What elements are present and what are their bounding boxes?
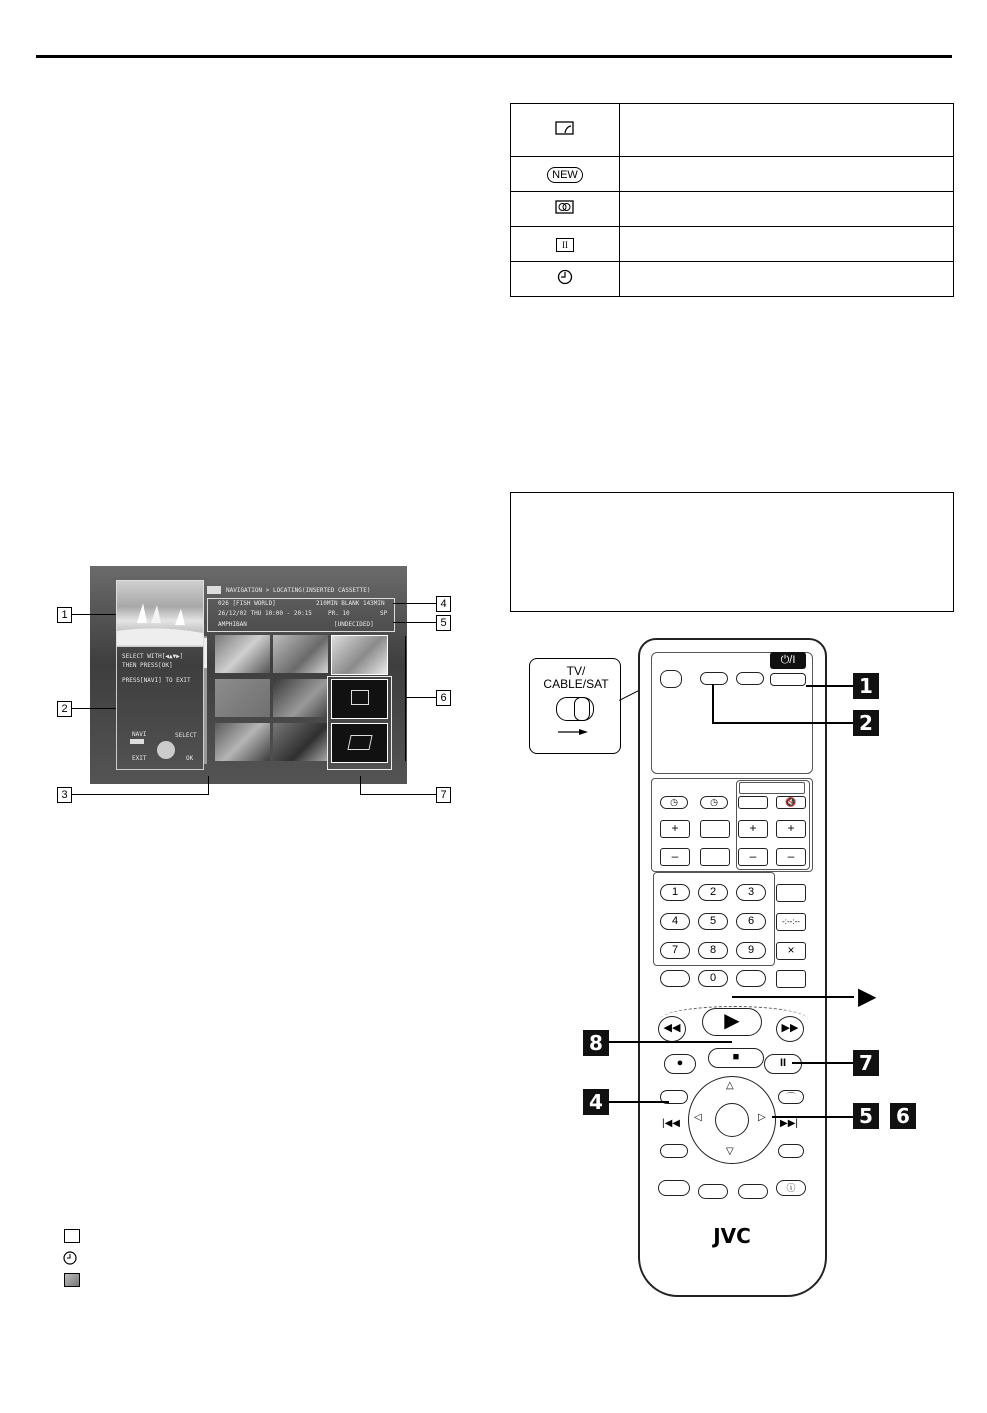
leader-line (609, 1041, 732, 1043)
thumbnail[interactable] (215, 635, 270, 673)
thumbnail[interactable] (273, 723, 328, 761)
leader-line (393, 603, 436, 604)
new-icon: NEW (547, 167, 583, 183)
power-small-button[interactable] (770, 673, 806, 686)
number-9-button[interactable]: 9 (736, 942, 766, 959)
callout-5: 5 (436, 615, 451, 631)
info-category: AMPHIBAN (218, 621, 247, 628)
leader-line (405, 636, 406, 761)
exit-label: EXIT (132, 755, 147, 762)
callout-3: 3 (57, 787, 72, 803)
button-blank[interactable] (738, 796, 768, 809)
mode-switch-inset (529, 658, 621, 754)
button-blank[interactable] (700, 820, 730, 838)
timer-button-b[interactable]: ◷ (700, 796, 728, 809)
number-5-button[interactable]: 5 (698, 913, 728, 930)
preview-image (116, 580, 204, 646)
button-blank[interactable] (660, 970, 690, 987)
right-arrow-icon[interactable]: ▷ (758, 1112, 766, 1123)
callout-6: 6 (436, 690, 451, 706)
button-blank[interactable] (776, 970, 806, 988)
dpad-icon (157, 741, 175, 759)
leader-line (806, 685, 853, 687)
number-2-button[interactable]: 2 (698, 884, 728, 901)
screen-header: NAVIGATION > LOCATING(INSERTED CASSETTE) (226, 587, 371, 594)
navi-label: NAVI (132, 731, 147, 738)
leader-line (208, 776, 209, 795)
plus-button[interactable]: + (738, 820, 768, 838)
button-blank[interactable] (776, 884, 806, 902)
scroll-thumb[interactable] (204, 638, 207, 668)
power-button[interactable]: ⏻/I (770, 652, 806, 669)
leader-line (712, 722, 853, 724)
leader-line (609, 1101, 669, 1103)
thumbnail[interactable] (273, 679, 328, 717)
arrow-right-icon (558, 729, 588, 735)
skip-forward-icon[interactable]: ▶▶| (780, 1118, 798, 1129)
number-1-button[interactable]: 1 (660, 884, 690, 901)
thumbnail[interactable] (273, 635, 328, 673)
navi-icon (207, 586, 221, 594)
skip-back-icon[interactable]: |◀◀ (662, 1118, 680, 1129)
icon-table (510, 103, 954, 297)
help-line-3: PRESS[NAVI] TO EXIT (122, 677, 191, 684)
volume-down-button[interactable]: – (776, 848, 806, 866)
mode-switch-knob[interactable] (574, 697, 590, 721)
info-box (510, 492, 954, 612)
number-7-button[interactable]: 7 (660, 942, 690, 959)
info-blank: 210MIN BLANK 143MIN (316, 600, 385, 607)
leader-line (360, 776, 361, 795)
dash-button[interactable]: -:--:-- (776, 913, 806, 931)
return-button[interactable]: ⌒ (778, 1090, 804, 1104)
leader-line (360, 794, 436, 795)
selection-group (327, 676, 392, 770)
blank-icon (64, 1273, 80, 1287)
top-rule (36, 55, 952, 58)
timer-button-a[interactable]: ◷ (660, 796, 688, 809)
menu-button[interactable] (660, 1144, 688, 1158)
step-1-marker: 1 (853, 673, 879, 699)
record-button[interactable]: ● (664, 1054, 696, 1074)
bottom-button-2[interactable] (698, 1184, 728, 1199)
play-button[interactable]: ▶ (702, 1008, 762, 1036)
ok-button[interactable] (715, 1103, 749, 1137)
volume-up-button[interactable]: + (776, 820, 806, 838)
fast-forward-button[interactable]: ▶▶ (776, 1016, 804, 1042)
info-title: 026 [FISH WORLD] (218, 600, 276, 607)
thumbnail[interactable] (215, 723, 270, 761)
info-date: 26/12/02 THU 10:00 - 20:15 (218, 610, 312, 617)
minus-button[interactable]: – (660, 848, 690, 866)
timer-icon (62, 1250, 78, 1266)
info-button[interactable]: ⓘ (776, 1180, 806, 1196)
step-4-marker: 4 (583, 1089, 609, 1115)
top-button-b[interactable] (736, 672, 764, 685)
edited-icon (554, 120, 576, 136)
step-8-marker: 8 (583, 1030, 609, 1056)
step-2-marker: 2 (853, 710, 879, 736)
info-speed: SP (380, 610, 388, 617)
number-6-button[interactable]: 6 (736, 913, 766, 930)
info-status: [UNDECIDED] (334, 621, 374, 628)
thumbnail[interactable] (215, 679, 270, 717)
remote-control (638, 638, 827, 1297)
leader-line (72, 794, 209, 795)
help-line-2: THEN PRESS[OK] (122, 662, 173, 669)
leader-line (393, 622, 436, 623)
top-button-a[interactable] (700, 672, 728, 685)
tv-cable-switch[interactable] (660, 670, 682, 688)
back-button[interactable] (778, 1144, 804, 1158)
callout-2: 2 (57, 701, 72, 717)
thumbnail[interactable] (331, 635, 388, 675)
ok-label: OK (186, 755, 194, 762)
label-plate (739, 782, 805, 794)
leader-line (792, 1062, 853, 1064)
minus-button[interactable]: – (738, 848, 768, 866)
callout-4: 4 (436, 596, 451, 612)
step-6-marker: 6 (890, 1103, 916, 1129)
brand-logo: JVC (713, 1224, 751, 1248)
navigation-screen (90, 566, 407, 784)
info-channel: PR. 10 (328, 610, 350, 617)
cancel-button[interactable]: × (776, 942, 806, 960)
down-arrow-icon[interactable]: ▽ (726, 1146, 734, 1157)
bottom-button-1[interactable] (658, 1180, 690, 1196)
stop-button[interactable]: ■ (708, 1048, 764, 1068)
button-blank[interactable] (700, 848, 730, 866)
pause-button[interactable]: II (764, 1054, 802, 1074)
callout-1: 1 (57, 607, 72, 623)
leader-line (72, 708, 116, 709)
leader-line (732, 996, 854, 998)
callout-7: 7 (436, 787, 451, 803)
protect-icon: II (556, 238, 574, 252)
up-arrow-icon[interactable]: △ (726, 1080, 734, 1091)
leader-line (712, 684, 714, 722)
button-blank[interactable] (736, 970, 766, 987)
leader-line (72, 614, 116, 615)
rewind-button[interactable]: ◀◀ (658, 1016, 686, 1042)
step-5-marker: 5 (853, 1103, 879, 1129)
plus-button[interactable]: + (660, 820, 690, 838)
number-8-button[interactable]: 8 (698, 942, 728, 959)
number-3-button[interactable]: 3 (736, 884, 766, 901)
vps-icon (554, 199, 576, 215)
timer-icon (556, 268, 574, 286)
step-7-marker: 7 (853, 1050, 879, 1076)
leader-line (772, 1116, 853, 1118)
help-line-1: SELECT WITH[◀▲▼▶] (122, 653, 184, 660)
bottom-button-3[interactable] (738, 1184, 768, 1199)
number-4-button[interactable]: 4 (660, 913, 690, 930)
tv-cable-sat-label: TV/ CABLE/SAT (543, 664, 609, 691)
play-arrow-marker: ▶ (858, 983, 877, 1010)
select-label: SELECT (175, 732, 197, 739)
left-arrow-icon[interactable]: ◁ (694, 1112, 702, 1123)
portrait-icon (64, 1229, 80, 1243)
number-0-button[interactable]: 0 (698, 970, 728, 987)
leader-line (406, 697, 436, 698)
mute-button[interactable]: 🔇 (776, 796, 806, 809)
navi-key-icon (130, 739, 144, 744)
